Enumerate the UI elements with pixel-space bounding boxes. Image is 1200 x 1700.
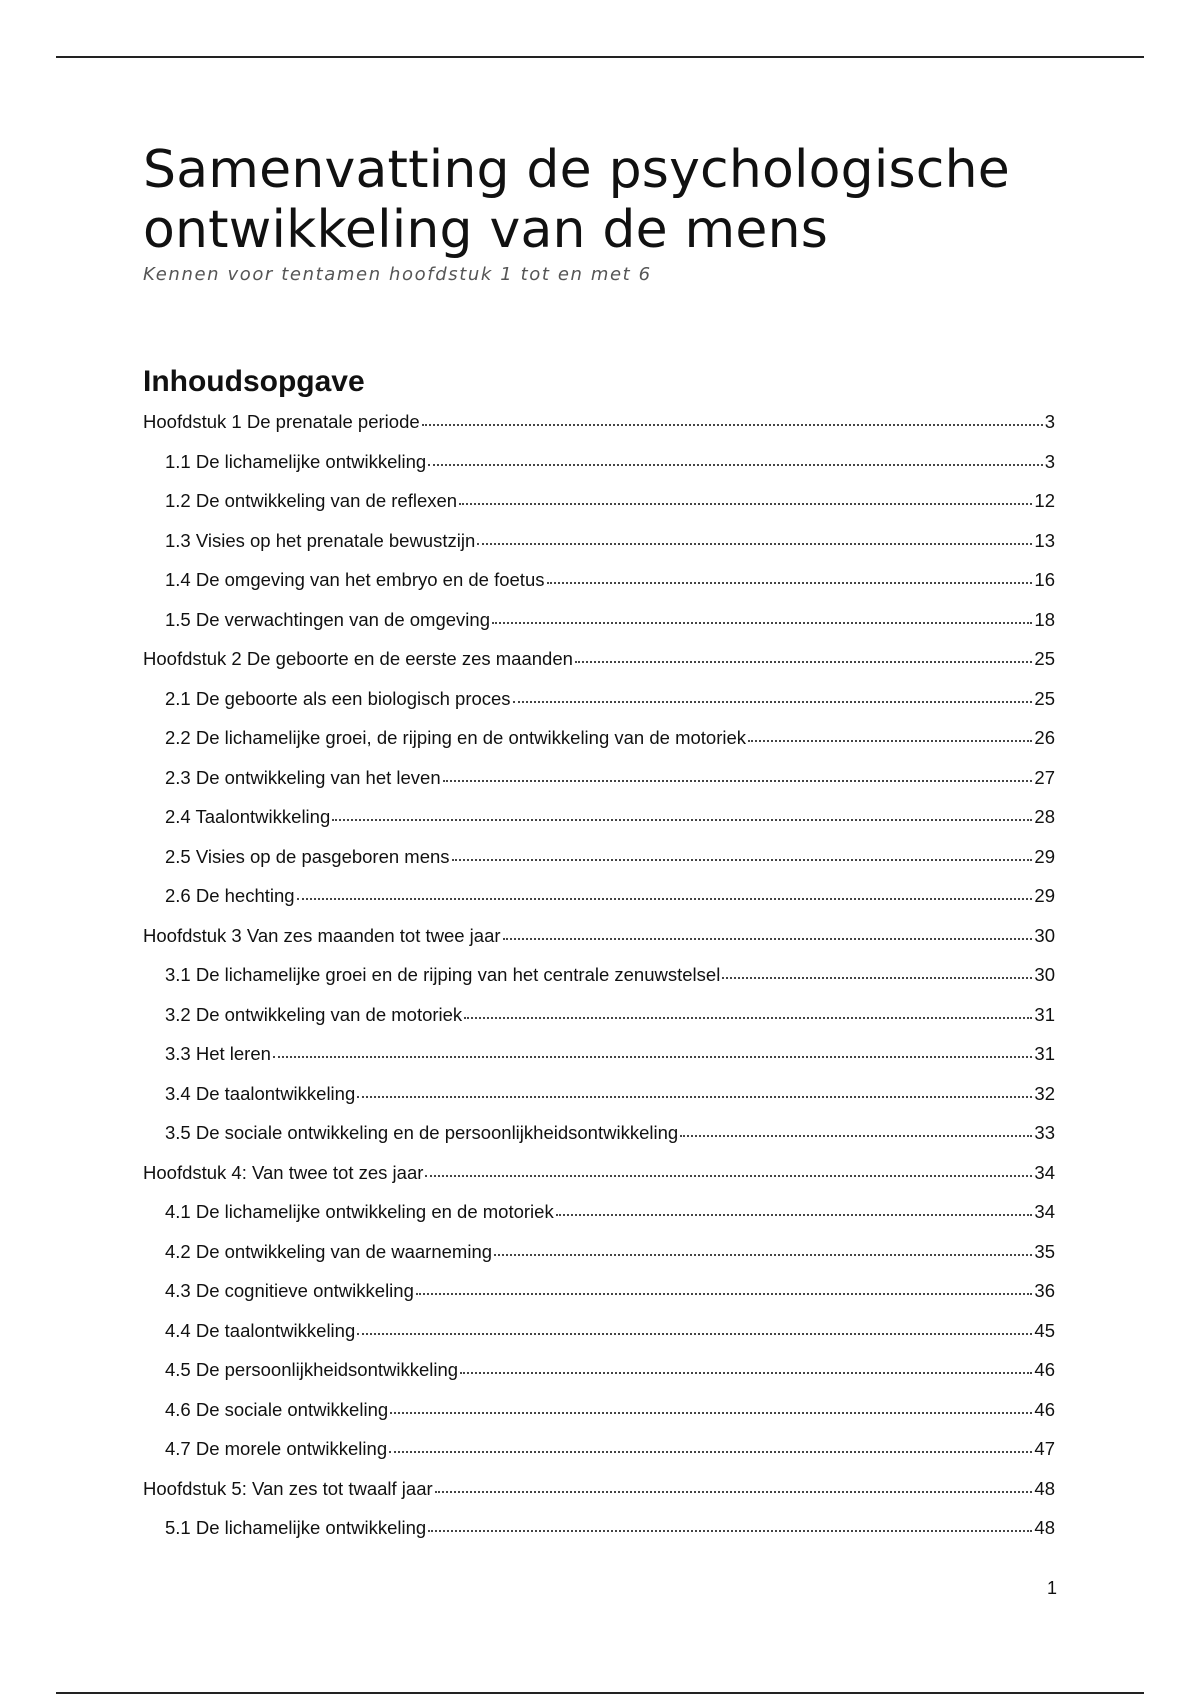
- toc-entry-label: 3.1 De lichamelijke groei en de rijping van het centrale zenuwstelsel: [165, 964, 721, 985]
- toc-entry-page: 31: [1034, 1003, 1055, 1025]
- toc-entry[interactable]: [143, 1399, 1055, 1439]
- toc-dot-leader: [680, 1121, 1032, 1137]
- toc-entry-page: 29: [1034, 845, 1055, 867]
- toc-dot-leader: [513, 687, 1033, 703]
- toc-entry-page: 27: [1034, 766, 1055, 788]
- toc-dot-leader: [357, 1319, 1032, 1335]
- toc-dot-leader: [416, 1279, 1033, 1295]
- page-number: 1: [1046, 1578, 1057, 1598]
- toc-dot-leader: [297, 884, 1033, 900]
- toc-dot-leader: [435, 1477, 1033, 1493]
- toc-entry-label: 3.4 De taalontwikkeling: [165, 1082, 356, 1104]
- toc-entry-page: 48: [1034, 1477, 1055, 1499]
- toc-entry-label: 3.2 De ontwikkeling van de motoriek: [165, 1003, 463, 1025]
- toc-entry-label: 2.5 Visies op de pasgeboren mens: [165, 845, 450, 867]
- toc-entry-label: 4.7 De morele ontwikkeling: [165, 1438, 388, 1459]
- toc-entry[interactable]: [143, 806, 1055, 846]
- toc-heading: Inhoudsopgave: [143, 365, 365, 398]
- toc-entry-label: 4.2 De ontwikkeling van de waarneming: [165, 1240, 493, 1262]
- toc-dot-leader: [390, 1398, 1032, 1414]
- toc-entry-label: Hoofdstuk 1 De prenatale periode: [143, 411, 420, 432]
- toc-entry-label: 4.5 De persoonlijkheidsontwikkeling: [165, 1359, 459, 1380]
- toc-entry-page: 31: [1034, 1043, 1055, 1064]
- toc-dot-leader: [547, 568, 1033, 584]
- toc-dot-leader: [459, 489, 1032, 505]
- toc-entry[interactable]: [143, 1201, 1055, 1241]
- document-title: Samenvatting de psychologische ontwikkeling van de mens: [143, 140, 1010, 260]
- toc-entry-page: 46: [1034, 1398, 1055, 1420]
- toc-entry[interactable]: [143, 1320, 1055, 1360]
- toc-entry-label: 1.2 De ontwikkeling van de reflexen: [165, 490, 458, 511]
- toc-entry[interactable]: [143, 1083, 1055, 1123]
- toc-entry-page: 13: [1034, 529, 1055, 551]
- toc-dot-leader: [575, 647, 1033, 663]
- toc-entry-page: 34: [1034, 1201, 1055, 1222]
- toc-dot-leader: [722, 963, 1032, 979]
- toc-entry[interactable]: [143, 1517, 1055, 1557]
- toc-dot-leader: [477, 529, 1032, 545]
- toc-entry-label: 5.1 De lichamelijke ontwikkeling: [165, 1517, 427, 1538]
- toc-entry[interactable]: [143, 688, 1055, 728]
- document-body: [143, 140, 1055, 1557]
- toc-entry-label: 3.3 Het leren: [165, 1043, 271, 1064]
- toc-entry[interactable]: [143, 490, 1055, 530]
- toc-dot-leader: [494, 1240, 1032, 1256]
- toc-entry-label: 2.1 De geboorte als een biologisch proces: [165, 687, 511, 709]
- toc-entry-page: 25: [1034, 648, 1055, 669]
- toc-entry-label: 3.5 De sociale ontwikkeling en de persoonlijkheidsontwikkeling: [165, 1122, 679, 1143]
- toc-entry-page: 28: [1034, 806, 1055, 827]
- toc-dot-leader: [748, 726, 1032, 742]
- toc-entry-label: 2.6 De hechting: [165, 885, 295, 906]
- toc-entry[interactable]: [143, 1043, 1055, 1083]
- toc-entry-page: 29: [1034, 885, 1055, 906]
- toc-entry-page: 32: [1034, 1082, 1055, 1104]
- toc-entry-page: 3: [1044, 450, 1055, 472]
- toc-dot-leader: [460, 1358, 1032, 1374]
- toc-entry[interactable]: [143, 1438, 1055, 1478]
- toc-entry[interactable]: [143, 885, 1055, 925]
- toc-entry-page: 48: [1034, 1517, 1055, 1538]
- toc-dot-leader: [492, 608, 1032, 624]
- toc-entry[interactable]: [143, 1241, 1055, 1281]
- header-rule: [56, 56, 1144, 58]
- toc-dot-leader: [556, 1200, 1033, 1216]
- toc-dot-leader: [357, 1082, 1032, 1098]
- toc-entry[interactable]: [143, 451, 1055, 491]
- toc-entry-label: 1.5 De verwachtingen van de omgeving: [165, 608, 490, 630]
- footer-rule: [56, 1692, 1144, 1694]
- toc-entry[interactable]: [143, 925, 1055, 965]
- toc-entry-page: 45: [1034, 1319, 1055, 1341]
- toc-entry-label: 4.6 De sociale ontwikkeling: [165, 1398, 389, 1420]
- toc-entry-page: 36: [1034, 1280, 1055, 1301]
- toc-entry[interactable]: [143, 1280, 1055, 1320]
- toc-entry[interactable]: [143, 1359, 1055, 1399]
- document-subtitle: Kennen voor tentamen hoofdstuk 1 tot en met 6: [143, 264, 652, 285]
- toc-entry[interactable]: [143, 1122, 1055, 1162]
- table-of-contents: [143, 411, 1055, 1557]
- toc-dot-leader: [428, 1516, 1032, 1532]
- toc-entry-label: 2.4 Taalontwikkeling: [165, 806, 331, 827]
- toc-dot-leader: [422, 410, 1043, 426]
- toc-entry-page: 34: [1034, 1161, 1055, 1183]
- toc-dot-leader: [464, 1003, 1032, 1019]
- toc-dot-leader: [332, 805, 1032, 821]
- toc-entry[interactable]: [143, 1162, 1055, 1202]
- toc-entry-label: Hoofdstuk 2 De geboorte en de eerste zes maanden: [143, 648, 573, 669]
- toc-entry-label: 4.3 De cognitieve ontwikkeling: [165, 1280, 414, 1301]
- toc-dot-leader: [503, 924, 1033, 940]
- toc-entry-label: 1.4 De omgeving van het embryo en de foetus: [165, 569, 545, 590]
- toc-entry-label: 4.1 De lichamelijke ontwikkeling en de motoriek: [165, 1201, 554, 1222]
- toc-entry[interactable]: [143, 846, 1055, 886]
- toc-dot-leader: [428, 450, 1043, 466]
- toc-entry-label: 4.4 De taalontwikkeling: [165, 1319, 356, 1341]
- toc-dot-leader: [273, 1042, 1032, 1058]
- toc-entry-page: 25: [1034, 687, 1055, 709]
- toc-entry-label: 1.3 Visies op het prenatale bewustzijn: [165, 529, 476, 551]
- toc-entry-page: 26: [1034, 727, 1055, 748]
- toc-entry[interactable]: [143, 767, 1055, 807]
- toc-entry-page: 18: [1034, 608, 1055, 630]
- toc-entry-label: Hoofdstuk 4: Van twee tot zes jaar: [143, 1161, 424, 1183]
- toc-entry-label: Hoofdstuk 5: Van zes tot twaalf jaar: [143, 1477, 433, 1499]
- toc-entry-page: 35: [1034, 1240, 1055, 1262]
- toc-entry-page: 12: [1034, 490, 1055, 511]
- toc-entry-page: 30: [1034, 964, 1055, 985]
- toc-entry-label: 2.3 De ontwikkeling van het leven: [165, 766, 441, 788]
- toc-dot-leader: [389, 1437, 1032, 1453]
- toc-entry[interactable]: [143, 1004, 1055, 1044]
- toc-entry-label: Hoofdstuk 3 Van zes maanden tot twee jaar: [143, 924, 501, 946]
- toc-entry-page: 3: [1044, 411, 1055, 432]
- toc-entry-page: 30: [1034, 924, 1055, 946]
- toc-entry-label: 2.2 De lichamelijke groei, de rijping en de ontwikkeling van de motoriek: [165, 727, 747, 748]
- toc-entry[interactable]: [143, 411, 1055, 451]
- toc-entry[interactable]: [143, 964, 1055, 1004]
- toc-entry-label: 1.1 De lichamelijke ontwikkeling: [165, 450, 427, 472]
- toc-entry-page: 47: [1034, 1438, 1055, 1459]
- toc-entry[interactable]: [143, 1478, 1055, 1518]
- toc-entry[interactable]: [143, 530, 1055, 570]
- toc-entry[interactable]: [143, 569, 1055, 609]
- toc-dot-leader: [425, 1161, 1032, 1177]
- toc-entry[interactable]: [143, 648, 1055, 688]
- toc-entry[interactable]: [143, 727, 1055, 767]
- toc-entry-page: 16: [1034, 569, 1055, 590]
- toc-dot-leader: [452, 845, 1033, 861]
- toc-dot-leader: [443, 766, 1033, 782]
- toc-entry-page: 46: [1034, 1359, 1055, 1380]
- toc-entry-page: 33: [1034, 1122, 1055, 1143]
- toc-entry[interactable]: [143, 609, 1055, 649]
